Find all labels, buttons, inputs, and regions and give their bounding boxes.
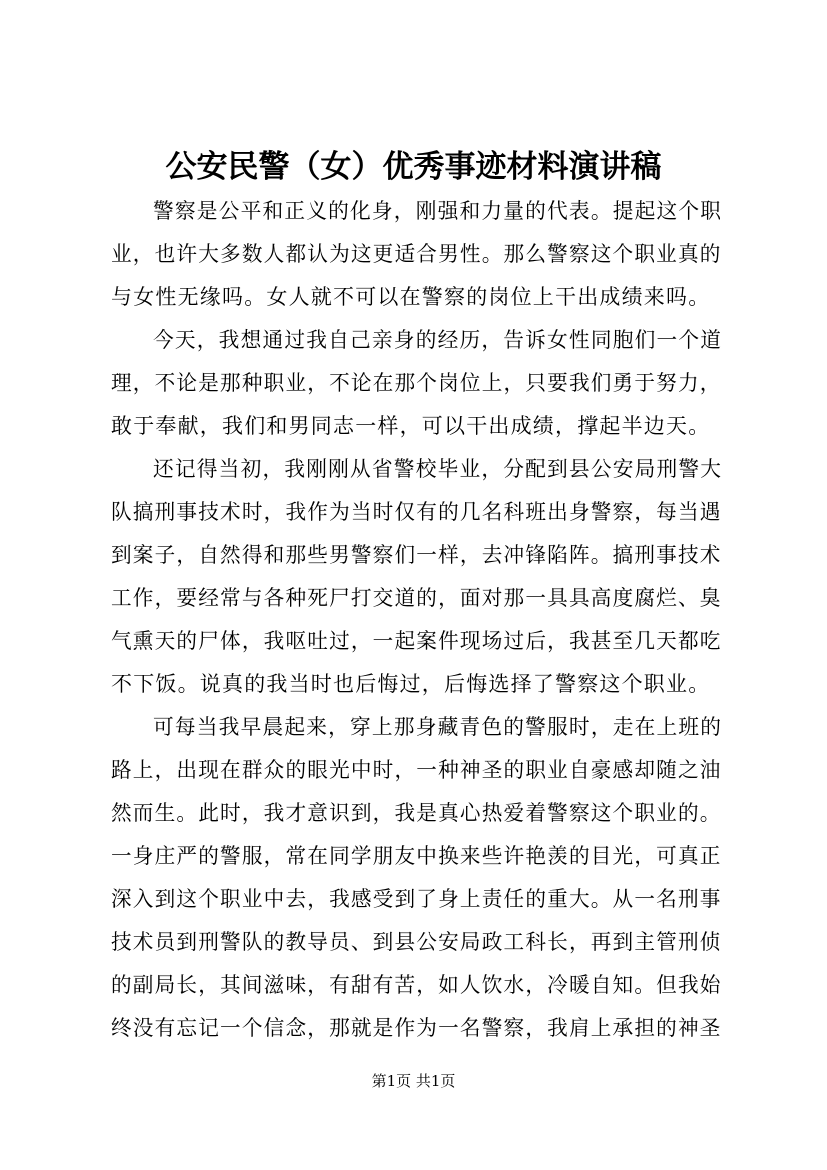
paragraph-line: 警察是公平和正义的化身，刚强和力量的代表。提起这个职 xyxy=(153,199,723,223)
paragraph-line: 深入到这个职业中去，我感受到了身上责任的重大。从一名刑事 xyxy=(111,887,722,911)
paragraph-line: 队搞刑事技术时，我作为当时仅有的几名科班出身警察，每当遇 xyxy=(111,500,722,524)
paragraph-line: 还记得当初，我刚刚从省警校毕业，分配到县公安局刑警大 xyxy=(153,457,723,481)
paragraph-line: 不下饭。说真的我当时也后悔过，后悔选择了警察这个职业。 xyxy=(111,672,711,696)
page-number-footer: 第1页 共1页 xyxy=(371,1072,456,1090)
paragraph-line: 技术员到刑警队的教导员、到县公安局政工科长，再到主管刑侦 xyxy=(111,930,722,954)
paragraph-line: 敢于奉献，我们和男同志一样，可以干出成绩，撑起半边天。 xyxy=(111,414,711,438)
paragraph-line: 一身庄严的警服，常在同学朋友中换来些许艳羡的目光，可真正 xyxy=(111,844,722,868)
paragraph-line: 终没有忘记一个信念，那就是作为一名警察，我肩上承担的神圣 xyxy=(111,1016,722,1040)
paragraph-line: 理，不论是那种职业，不论在那个岗位上，只要我们勇于努力， xyxy=(111,371,722,395)
paragraph-line: 可每当我早晨起来，穿上那身藏青色的警服时，走在上班的 xyxy=(153,715,723,739)
paragraph-line: 然而生。此时，我才意识到，我是真心热爱着警察这个职业的。 xyxy=(111,801,722,825)
paragraph-line: 今天，我想通过我自己亲身的经历，告诉女性同胞们一个道 xyxy=(153,328,723,352)
paragraph-line: 的副局长，其间滋味，有甜有苦，如人饮水，冷暖自知。但我始 xyxy=(111,973,722,997)
paragraph-line: 气熏天的尸体，我呕吐过，一起案件现场过后，我甚至几天都吃 xyxy=(111,629,722,653)
paragraph-line: 工作，要经常与各种死尸打交道的，面对那一具具高度腐烂、臭 xyxy=(111,586,722,610)
document-title: 公安民警（女）优秀事迹材料演讲稿 xyxy=(165,149,662,185)
paragraph-line: 业，也许大多数人都认为这更适合男性。那么警察这个职业真的 xyxy=(111,242,722,266)
paragraph-line: 到案子，自然得和那些男警察们一样，去冲锋陷阵。搞刑事技术 xyxy=(111,543,722,567)
paragraph-line: 与女性无缘吗。女人就不可以在警察的岗位上干出成绩来吗。 xyxy=(111,285,711,309)
paragraph-line: 路上，出现在群众的眼光中时，一种神圣的职业自豪感却随之油 xyxy=(111,758,722,782)
